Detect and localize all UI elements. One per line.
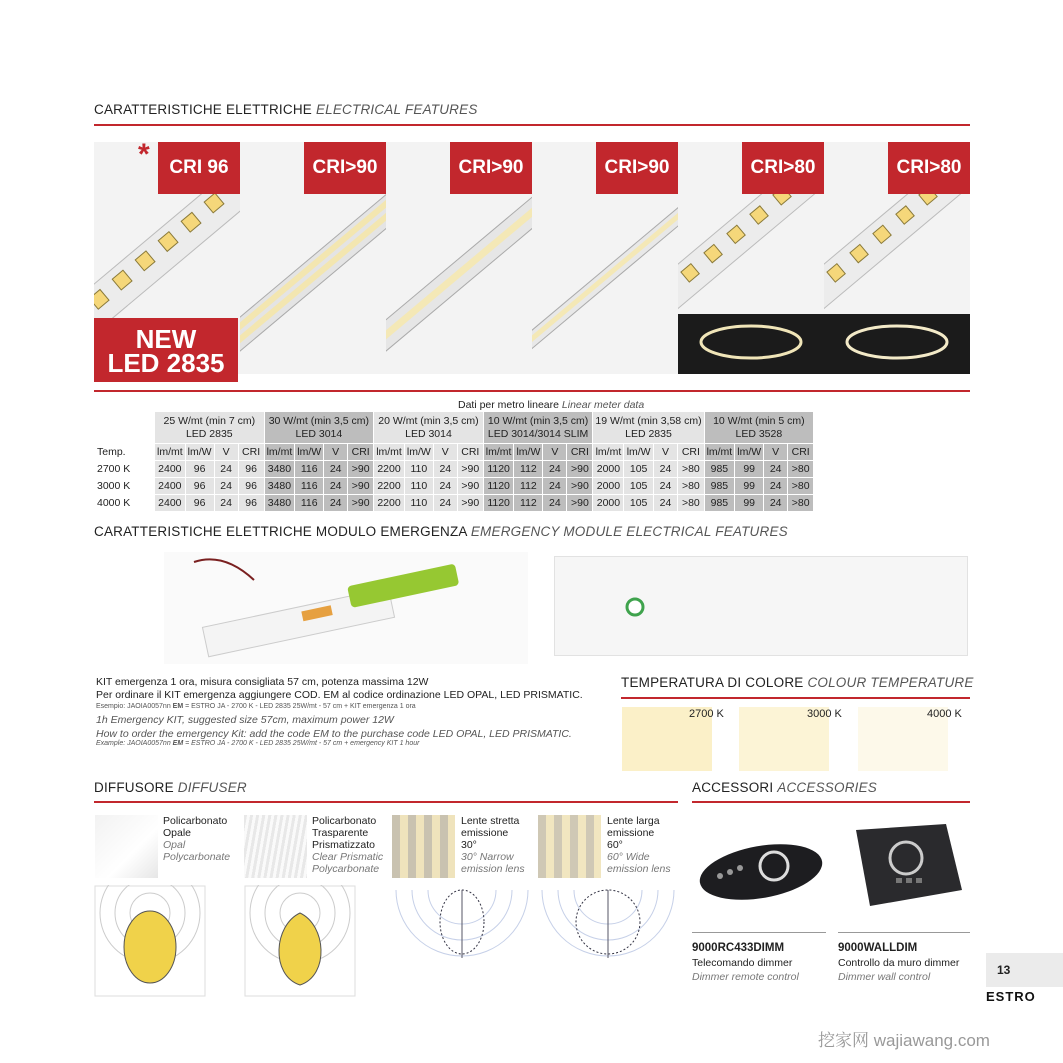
table-cell: >90: [457, 461, 483, 478]
cri-badge: CRI>80: [742, 142, 824, 194]
table-cell: 985: [704, 461, 735, 478]
diffuser-label: Policarbonato Opale Opal Polycarbonate: [163, 815, 231, 863]
wide-lens-polar-diagram: [540, 888, 676, 960]
opal-polar-diagram: [94, 885, 206, 997]
column-header: CRI: [567, 444, 593, 461]
table-cell: 24: [764, 461, 788, 478]
column-header: lm/mt: [374, 444, 405, 461]
table-cell: 2200: [374, 461, 405, 478]
table-cell: >90: [348, 495, 374, 512]
cri-badge: CRI>90: [596, 142, 678, 194]
column-header: lm/W: [735, 444, 764, 461]
accessory-desc: Controllo da muro dimmer: [838, 957, 960, 969]
new-led-badge: NEW LED 2835: [94, 318, 238, 382]
electrical-spec-table: [94, 411, 814, 512]
divider: [692, 932, 826, 933]
emergency-example: Esempio: JAOIA0057nn EM = ESTRO JA - 2700 K - LED 2835 25W/mt - 57 cm + KIT emergenza 1 ora: [96, 703, 416, 710]
asterisk-mark: *: [138, 138, 150, 171]
column-header: lm/W: [295, 444, 324, 461]
table-cell: >90: [567, 495, 593, 512]
accessory-code: 9000RC433DIMM: [692, 942, 785, 954]
column-header: V: [764, 444, 788, 461]
table-cell: 24: [324, 478, 348, 495]
column-header: V: [543, 444, 567, 461]
table-cell: >80: [678, 495, 704, 512]
section-rule: [692, 801, 970, 803]
table-cell: 96: [238, 478, 264, 495]
cri-badge: CRI>80: [888, 142, 970, 194]
emergency-text: How to order the emergency Kit: add the code EM to the purchase code LED OPAL, LED PRISMATIC.: [96, 728, 572, 740]
table-cell: 3480: [264, 478, 295, 495]
table-cell: 116: [295, 478, 324, 495]
table-cell: 112: [514, 495, 543, 512]
table-cell: >80: [678, 478, 704, 495]
emergency-kit-image: [164, 552, 528, 664]
group-header: 19 W/mt (min 3,58 cm) LED 2835: [593, 412, 704, 444]
table-cell: 110: [404, 461, 433, 478]
table-cell: >80: [788, 478, 814, 495]
table-cell: >90: [567, 461, 593, 478]
column-header: V: [324, 444, 348, 461]
accessory-desc: Telecomando dimmer: [692, 957, 793, 969]
group-header: 30 W/mt (min 3,5 cm) LED 3014: [264, 412, 374, 444]
table-cell: 1120: [483, 461, 514, 478]
table-cell: 96: [238, 495, 264, 512]
section-accessories-title: ACCESSORI ACCESSORIES: [692, 780, 878, 795]
column-header: lm/mt: [593, 444, 624, 461]
column-header: CRI: [678, 444, 704, 461]
group-header: 10 W/mt (min 5 cm) LED 3528: [704, 412, 814, 444]
emergency-text: KIT emergenza 1 ora, misura consigliata 57 cm, potenza massima 12W: [96, 676, 429, 688]
table-cell: 1120: [483, 495, 514, 512]
table-cell: 1120: [483, 478, 514, 495]
column-header: lm/W: [624, 444, 653, 461]
table-cell: 116: [295, 461, 324, 478]
emergency-example: Example: JAOIA0057nn EM = ESTRO JA - 2700 K - LED 2835 25W/mt - 57 cm + emergency KIT 1 hour: [96, 740, 420, 747]
accessory-desc-en: Dimmer remote control: [692, 971, 799, 983]
table-cell: 24: [324, 461, 348, 478]
colour-label: 3000 K: [807, 708, 842, 720]
column-header: V: [653, 444, 677, 461]
column-header: CRI: [348, 444, 374, 461]
column-header: lm/W: [514, 444, 543, 461]
column-header: lm/mt: [155, 444, 186, 461]
prismatic-diffuser-image: [244, 815, 307, 878]
prismatic-polar-diagram: [244, 885, 356, 997]
section-rule: [94, 124, 970, 126]
emergency-text: Per ordinare il KIT emergenza aggiungere COD. EM al codice ordinazione LED OPAL, LED PRISMATIC.: [96, 689, 583, 701]
accessory-code: 9000WALLDIM: [838, 942, 918, 954]
section-colour-title: TEMPERATURA DI COLORE COLOUR TEMPERATURE: [621, 675, 974, 690]
temp-cell: 3000 K: [95, 478, 155, 495]
table-cell: 24: [764, 495, 788, 512]
table-cell: 24: [653, 478, 677, 495]
column-header: V: [214, 444, 238, 461]
opal-diffuser-image: [95, 815, 158, 878]
diffuser-label: Lente stretta emissione 30° 30° Narrow emission lens: [461, 815, 525, 875]
table-cell: 24: [543, 478, 567, 495]
table-cell: 2000: [593, 478, 624, 495]
table-cell: 985: [704, 478, 735, 495]
column-header: CRI: [457, 444, 483, 461]
table-cell: 105: [624, 478, 653, 495]
temp-cell: 2700 K: [95, 461, 155, 478]
page-number: 13: [986, 953, 1063, 987]
table-cell: 24: [653, 461, 677, 478]
divider: [838, 932, 970, 933]
table-cell: 96: [238, 461, 264, 478]
table-cell: 105: [624, 461, 653, 478]
table-cell: 112: [514, 461, 543, 478]
watermark: 挖家网 wajiawang.com: [818, 1031, 990, 1050]
table-cell: 2400: [155, 461, 186, 478]
table-cell: >90: [348, 478, 374, 495]
table-cell: 24: [543, 461, 567, 478]
table-cell: 96: [185, 478, 214, 495]
emergency-text: 1h Emergency KIT, suggested size 57cm, maximum power 12W: [96, 714, 394, 726]
table-cell: 24: [214, 495, 238, 512]
table-cell: >80: [788, 495, 814, 512]
emergency-indicator-image: [554, 556, 968, 656]
table-cell: >80: [678, 461, 704, 478]
diffuser-label: Policarbonato Trasparente Prismatizzato Clear Prismatic Polycarbonate: [312, 815, 384, 875]
table-cell: 24: [214, 461, 238, 478]
table-cell: 985: [704, 495, 735, 512]
table-cell: 24: [653, 495, 677, 512]
table-cell: >90: [457, 495, 483, 512]
section-emergency-title: CARATTERISTICHE ELETTRICHE MODULO EMERGENZA EMERGENCY MODULE ELECTRICAL FEATURES: [94, 524, 788, 539]
temp-cell: 4000 K: [95, 495, 155, 512]
table-cell: 2200: [374, 478, 405, 495]
section-electrical-title: CARATTERISTICHE ELETTRICHE ELECTRICAL FEATURES: [94, 102, 478, 117]
narrow-lens-polar-diagram: [394, 888, 530, 960]
cri-badge: CRI>90: [304, 142, 386, 194]
table-cell: 99: [735, 478, 764, 495]
table-cell: 24: [433, 478, 457, 495]
colour-label: 2700 K: [689, 708, 724, 720]
section-rule: [94, 390, 970, 392]
column-header: lm/mt: [483, 444, 514, 461]
table-cell: 2000: [593, 495, 624, 512]
table-cell: 99: [735, 495, 764, 512]
group-header: 10 W/mt (min 3,5 cm) LED 3014/3014 SLIM: [483, 412, 593, 444]
table-cell: 24: [433, 495, 457, 512]
table-cell: 110: [404, 478, 433, 495]
wide-lens-image: [538, 815, 601, 878]
table-cell: >80: [788, 461, 814, 478]
table-cell: 116: [295, 495, 324, 512]
table-cell: 3480: [264, 495, 295, 512]
table-cell: 96: [185, 461, 214, 478]
table-cell: 110: [404, 495, 433, 512]
table-cell: 2400: [155, 495, 186, 512]
table-cell: 3480: [264, 461, 295, 478]
column-header: lm/W: [185, 444, 214, 461]
table-cell: 105: [624, 495, 653, 512]
accessory-desc-en: Dimmer wall control: [838, 971, 931, 983]
table-cell: >90: [457, 478, 483, 495]
remote-control-image: [694, 830, 828, 910]
column-header: lm/W: [404, 444, 433, 461]
table-cell: 2000: [593, 461, 624, 478]
column-header: CRI: [788, 444, 814, 461]
column-header: V: [433, 444, 457, 461]
cri-badge: CRI>90: [450, 142, 532, 194]
table-cell: 2400: [155, 478, 186, 495]
table-cell: 96: [185, 495, 214, 512]
table-cell: 24: [433, 461, 457, 478]
table-cell: 112: [514, 478, 543, 495]
colour-label: 4000 K: [927, 708, 962, 720]
table-cell: 24: [764, 478, 788, 495]
column-header: CRI: [238, 444, 264, 461]
diffuser-label: Lente larga emissione 60° 60° Wide emission lens: [607, 815, 671, 875]
table-cell: >90: [348, 461, 374, 478]
group-header: 20 W/mt (min 3,5 cm) LED 3014: [374, 412, 484, 444]
group-header: 25 W/mt (min 7 cm) LED 2835: [155, 412, 265, 444]
table-cell: 2200: [374, 495, 405, 512]
section-diffuser-title: DIFFUSORE DIFFUSER: [94, 780, 247, 795]
table-cell: 99: [735, 461, 764, 478]
column-header: lm/mt: [704, 444, 735, 461]
table-cell: >90: [567, 478, 593, 495]
column-header: lm/mt: [264, 444, 295, 461]
cri-badge: CRI 96: [158, 142, 240, 194]
brand-logo: ESTRO: [986, 989, 1036, 1004]
wall-control-image: [846, 820, 968, 916]
narrow-lens-image: [392, 815, 455, 878]
table-cell: 24: [324, 495, 348, 512]
section-rule: [621, 697, 970, 699]
temp-header: Temp.: [95, 444, 155, 461]
table-cell: 24: [543, 495, 567, 512]
table-caption: Dati per metro lineare Linear meter data: [458, 399, 645, 411]
section-rule: [94, 801, 678, 803]
table-cell: 24: [214, 478, 238, 495]
